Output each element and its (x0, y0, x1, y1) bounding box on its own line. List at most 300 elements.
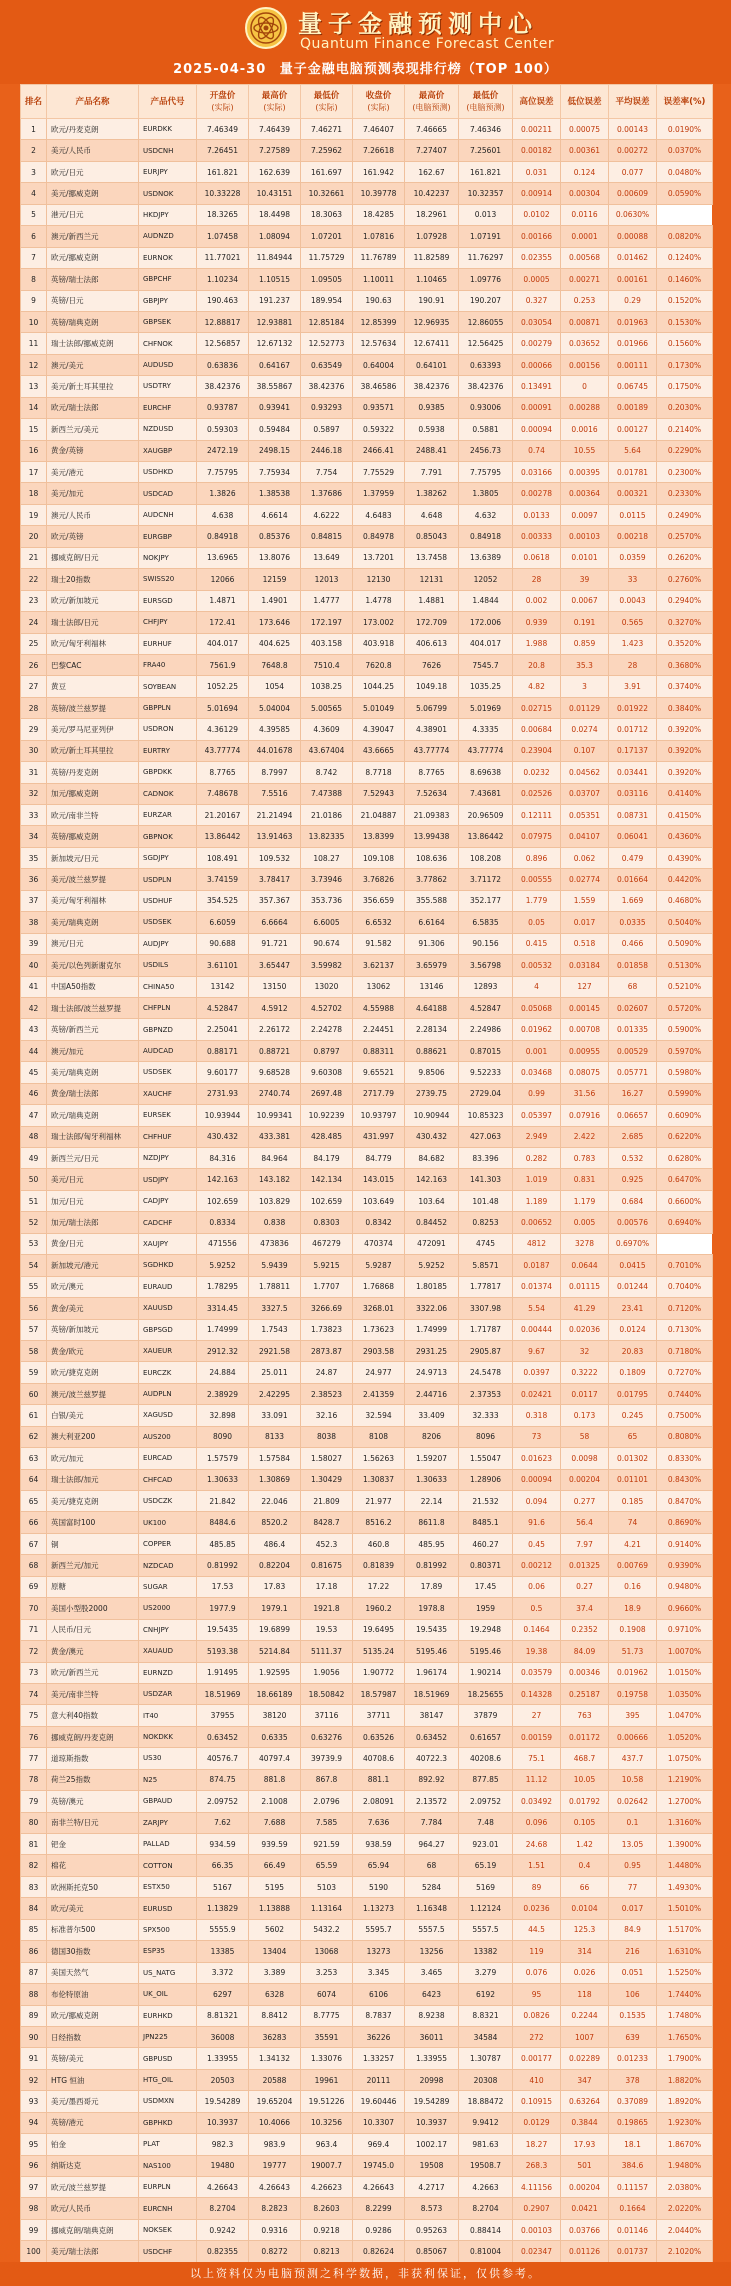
cell-high-predicted: 472091 (405, 1233, 459, 1254)
cell-close-actual: 1.30837 (353, 1469, 405, 1490)
cell-close-actual: 1.4778 (353, 590, 405, 611)
cell-low-error: 0.00204 (561, 2177, 609, 2198)
cell-open-actual: 1.74999 (197, 1319, 249, 1340)
cell-product-code: CHFNOK (139, 333, 197, 354)
cell-product-name: 美元/匈牙利福林 (47, 890, 139, 911)
cell-avg-error: 0.06745 (609, 376, 657, 397)
title-english: Quantum Finance Forecast Center (300, 36, 555, 52)
cell-high-error: 0.02347 (513, 2241, 561, 2262)
cell-open-actual: 3.74159 (197, 869, 249, 890)
cell-product-name: 美元/瑞典克朗 (47, 912, 139, 933)
cell-low-error: 0 (561, 376, 609, 397)
cell-product-code: UK_OIL (139, 1984, 197, 2005)
cell-high-predicted: 18.51969 (405, 1683, 459, 1704)
table-row (21, 976, 713, 997)
cell-low-error: 66 (561, 1876, 609, 1897)
cell-low-error: 1.559 (561, 890, 609, 911)
cell-close-actual: 881.1 (353, 1769, 405, 1790)
cell-low-error: 84.09 (561, 1641, 609, 1662)
cell-rank: 80 (21, 1812, 47, 1833)
cell-open-actual: 21.20167 (197, 805, 249, 826)
cell-close-actual: 0.88311 (353, 1040, 405, 1061)
cell-high-error: 4812 (513, 1233, 561, 1254)
cell-high-actual: 983.9 (249, 2134, 301, 2155)
cell-avg-error: 0.185 (609, 1491, 657, 1512)
column-header-sublabel: (电脑预测) (412, 102, 451, 112)
cell-product-name: 棉花 (47, 1855, 139, 1876)
table-row (21, 1126, 713, 1147)
cell-open-actual: 19480 (197, 2155, 249, 2176)
column-header-low-actual (301, 85, 353, 119)
cell-open-actual: 9.60177 (197, 1062, 249, 1083)
ranking-table (20, 84, 713, 2263)
cell-product-name: 欧元/加元 (47, 1448, 139, 1469)
cell-high-error: 2.949 (513, 1126, 561, 1147)
cell-high-predicted: 8611.8 (405, 1512, 459, 1533)
cell-low-actual: 102.659 (301, 1190, 353, 1211)
cell-product-code: EURAUD (139, 1276, 197, 1297)
cell-high-actual: 1.78811 (249, 1276, 301, 1297)
cell-avg-error: 0.925 (609, 1169, 657, 1190)
cell-open-actual: 6.6059 (197, 912, 249, 933)
cell-low-error: 0.04107 (561, 826, 609, 847)
cell-error-rate: 0.3840% (657, 697, 713, 718)
cell-error-rate: 0.5210% (657, 976, 713, 997)
cell-avg-error: 0.017 (609, 1898, 657, 1919)
cell-low-predicted: 0.013 (459, 204, 513, 225)
cell-open-actual: 13142 (197, 976, 249, 997)
cell-avg-error: 0.00529 (609, 1040, 657, 1061)
cell-rank: 16 (21, 440, 47, 461)
cell-avg-error: 1.669 (609, 890, 657, 911)
cell-high-predicted: 3322.06 (405, 1298, 459, 1319)
table-row (21, 676, 713, 697)
cell-low-error: 0.01172 (561, 1726, 609, 1747)
cell-high-actual: 7.75934 (249, 462, 301, 483)
cell-high-predicted: 10.42237 (405, 183, 459, 204)
cell-high-predicted: 22.14 (405, 1491, 459, 1512)
cell-open-actual: 485.85 (197, 1533, 249, 1554)
cell-rank: 37 (21, 890, 47, 911)
cell-high-error: 0.00212 (513, 1555, 561, 1576)
cell-rank: 51 (21, 1190, 47, 1211)
cell-avg-error: 0.00576 (609, 1212, 657, 1233)
cell-high-predicted: 12.67411 (405, 333, 459, 354)
cell-close-actual: 8.7718 (353, 762, 405, 783)
cell-error-rate: 1.0150% (657, 1662, 713, 1683)
cell-high-actual: 1.10515 (249, 269, 301, 290)
cell-error-rate: 1.3900% (657, 1834, 713, 1855)
cell-low-predicted: 8.2704 (459, 2198, 513, 2219)
cell-rank: 94 (21, 2112, 47, 2133)
cell-open-actual: 13385 (197, 1941, 249, 1962)
cell-open-actual: 874.75 (197, 1769, 249, 1790)
cell-high-predicted: 24.9713 (405, 1362, 459, 1383)
cell-product-code: CHINA50 (139, 976, 197, 997)
cell-low-actual: 37116 (301, 1705, 353, 1726)
cell-product-code: USDTRY (139, 376, 197, 397)
cell-product-code: AUS200 (139, 1426, 197, 1447)
cell-low-error: 0.017 (561, 912, 609, 933)
cell-avg-error: 0.00218 (609, 526, 657, 547)
cell-high-actual: 13404 (249, 1941, 301, 1962)
cell-product-code: AUDJPY (139, 933, 197, 954)
cell-close-actual: 5.9287 (353, 1255, 405, 1276)
cell-rank: 55 (21, 1276, 47, 1297)
cell-low-error: 0.00271 (561, 269, 609, 290)
cell-high-actual: 1.4901 (249, 590, 301, 611)
cell-close-actual: 5135.24 (353, 1641, 405, 1662)
cell-low-error: 0.03707 (561, 783, 609, 804)
cell-avg-error: 0.01922 (609, 697, 657, 718)
cell-close-actual: 3268.01 (353, 1298, 405, 1319)
cell-error-rate: 0.2570% (657, 526, 713, 547)
table-row (21, 719, 713, 740)
cell-product-name: 英国富时100 (47, 1512, 139, 1533)
cell-error-rate: 0.6090% (657, 1105, 713, 1126)
cell-avg-error: 0.0115 (609, 504, 657, 525)
cell-low-error: 0.0104 (561, 1898, 609, 1919)
cell-product-code: EURZAR (139, 805, 197, 826)
cell-low-error: 0.0116 (561, 204, 609, 225)
cell-rank: 100 (21, 2241, 47, 2262)
cell-product-name: 美国小型股2000 (47, 1598, 139, 1619)
cell-avg-error: 0.00189 (609, 397, 657, 418)
cell-open-actual: 2.38929 (197, 1383, 249, 1404)
cell-error-rate: 0.2620% (657, 547, 713, 568)
cell-low-error: 0.00568 (561, 247, 609, 268)
cell-error-rate: 0.6280% (657, 1148, 713, 1169)
cell-high-predicted: 68 (405, 1855, 459, 1876)
cell-close-actual: 9.65521 (353, 1062, 405, 1083)
table-row (21, 504, 713, 525)
cell-high-predicted: 355.588 (405, 890, 459, 911)
cell-avg-error: 65 (609, 1426, 657, 1447)
cell-low-error: 0.0101 (561, 547, 609, 568)
cell-low-predicted: 1.71787 (459, 1319, 513, 1340)
table-row (21, 633, 713, 654)
cell-high-predicted: 1.33955 (405, 2048, 459, 2069)
cell-low-actual: 3.253 (301, 1962, 353, 1983)
column-header-label: 误差率(%) (663, 96, 706, 107)
cell-low-actual: 19.51226 (301, 2091, 353, 2112)
cell-product-code: EURHKD (139, 2005, 197, 2026)
cell-error-rate: 1.5010% (657, 1898, 713, 1919)
cell-high-actual: 22.046 (249, 1491, 301, 1512)
column-header-high-actual (249, 85, 301, 119)
cell-product-name: 美国天然气 (47, 1962, 139, 1983)
cell-error-rate: 0.5900% (657, 1019, 713, 1040)
cell-close-actual: 173.002 (353, 612, 405, 633)
cell-high-error: 27 (513, 1705, 561, 1726)
table-row (21, 847, 713, 868)
cell-open-actual: 1.10234 (197, 269, 249, 290)
cell-low-predicted: 1.07191 (459, 226, 513, 247)
table-row (21, 1898, 713, 1919)
table-row (21, 1962, 713, 1983)
cell-high-actual: 5.9439 (249, 1255, 301, 1276)
cell-high-error: 0.01623 (513, 1448, 561, 1469)
cell-product-name: 加元/瑞士法郎 (47, 1212, 139, 1233)
cell-high-actual: 1054 (249, 676, 301, 697)
cell-high-predicted: 1.30633 (405, 1469, 459, 1490)
cell-close-actual: 4.26643 (353, 2177, 405, 2198)
cell-rank: 14 (21, 397, 47, 418)
cell-open-actual: 161.821 (197, 161, 249, 182)
cell-close-actual: 0.9286 (353, 2219, 405, 2240)
table-row (21, 547, 713, 568)
cell-rank: 18 (21, 483, 47, 504)
cell-avg-error: 0.19758 (609, 1683, 657, 1704)
cell-error-rate: 0.0370% (657, 140, 713, 161)
cell-product-code: EURPLN (139, 2177, 197, 2198)
cell-low-error: 0.63264 (561, 2091, 609, 2112)
cell-high-predicted: 5.06799 (405, 697, 459, 718)
cell-open-actual: 172.41 (197, 612, 249, 633)
cell-product-name: 英镑/新西兰元 (47, 1019, 139, 1040)
cell-high-error: 0.0826 (513, 2005, 561, 2026)
cell-open-actual: 1.3826 (197, 483, 249, 504)
cell-low-actual: 8.7775 (301, 2005, 353, 2026)
cell-open-actual: 7561.9 (197, 654, 249, 675)
column-header-label: 排名 (24, 96, 42, 107)
cell-avg-error: 0.1 (609, 1812, 657, 1833)
cell-open-actual: 0.82355 (197, 2241, 249, 2262)
cell-open-actual: 0.9242 (197, 2219, 249, 2240)
cell-close-actual: 17.22 (353, 1576, 405, 1597)
cell-high-actual: 13.8076 (249, 547, 301, 568)
cell-low-predicted: 0.87015 (459, 1040, 513, 1061)
cell-rank: 47 (21, 1105, 47, 1126)
cell-low-error: 35.3 (561, 654, 609, 675)
cell-error-rate: 0.2030% (657, 397, 713, 418)
cell-high-error: 0.00094 (513, 419, 561, 440)
table-row (21, 204, 713, 225)
cell-high-predicted: 13146 (405, 976, 459, 997)
cell-error-rate: 0.7270% (657, 1362, 713, 1383)
cell-low-error: 118 (561, 1984, 609, 2005)
cell-open-actual: 1.78295 (197, 1276, 249, 1297)
cell-low-error: 32 (561, 1340, 609, 1361)
table-row (21, 805, 713, 826)
cell-high-error: 4 (513, 976, 561, 997)
cell-product-code: US2000 (139, 1598, 197, 1619)
cell-avg-error: 0.00088 (609, 226, 657, 247)
cell-high-error: 0.45 (513, 1533, 561, 1554)
cell-product-code: XAUEUR (139, 1340, 197, 1361)
cell-product-name: 新加坡元/港元 (47, 1255, 139, 1276)
cell-high-predicted: 6.6164 (405, 912, 459, 933)
cell-close-actual: 18.57987 (353, 1683, 405, 1704)
cell-high-error: 11.12 (513, 1769, 561, 1790)
column-header-label: 高位误差 (519, 96, 554, 107)
cell-high-actual: 12.93881 (249, 311, 301, 332)
cell-high-actual: 5.04004 (249, 697, 301, 718)
cell-product-name: 日经指数 (47, 2026, 139, 2047)
cell-product-code: JPN225 (139, 2026, 197, 2047)
cell-high-actual: 881.8 (249, 1769, 301, 1790)
cell-product-code: GBPSEK (139, 311, 197, 332)
cell-avg-error: 0.532 (609, 1148, 657, 1169)
cell-high-predicted: 190.91 (405, 290, 459, 311)
cell-low-predicted: 34584 (459, 2026, 513, 2047)
cell-avg-error: 4.21 (609, 1533, 657, 1554)
cell-high-predicted: 892.92 (405, 1769, 459, 1790)
cell-close-actual: 0.8342 (353, 1212, 405, 1233)
cell-avg-error: 0.6970% (609, 1233, 657, 1254)
cell-rank: 23 (21, 590, 47, 611)
cell-close-actual: 4.55988 (353, 997, 405, 1018)
cell-low-error: 0.02774 (561, 869, 609, 890)
cell-open-actual: 430.432 (197, 1126, 249, 1147)
cell-product-code: EURUSD (139, 1898, 197, 1919)
cell-high-predicted: 10.90944 (405, 1105, 459, 1126)
cell-avg-error: 0.1809 (609, 1362, 657, 1383)
cell-avg-error: 378 (609, 2069, 657, 2090)
cell-high-predicted: 21.09383 (405, 805, 459, 826)
cell-error-rate: 1.2190% (657, 1769, 713, 1790)
cell-low-actual: 4.26623 (301, 2177, 353, 2198)
cell-low-actual: 32.16 (301, 1405, 353, 1426)
cell-error-rate: 1.8670% (657, 2134, 713, 2155)
cell-rank: 36 (21, 869, 47, 890)
cell-low-error: 10.55 (561, 440, 609, 461)
cell-rank: 57 (21, 1319, 47, 1340)
cell-open-actual: 8.2704 (197, 2198, 249, 2219)
cell-avg-error: 28 (609, 654, 657, 675)
cell-low-error: 0.01129 (561, 697, 609, 718)
cell-high-error: 0.00684 (513, 719, 561, 740)
cell-error-rate: 0.4390% (657, 847, 713, 868)
cell-low-error: 0.05351 (561, 805, 609, 826)
cell-high-actual: 1979.1 (249, 1598, 301, 1619)
cell-low-predicted: 0.80371 (459, 1555, 513, 1576)
cell-high-actual: 0.9316 (249, 2219, 301, 2240)
cell-avg-error: 2.685 (609, 1126, 657, 1147)
cell-error-rate: 0.4150% (657, 805, 713, 826)
cell-low-error: 0.00288 (561, 397, 609, 418)
cell-low-actual: 1.09505 (301, 269, 353, 290)
cell-close-actual: 0.63526 (353, 1726, 405, 1747)
cell-error-rate: 1.7900% (657, 2048, 713, 2069)
cell-product-code: SWISS20 (139, 569, 197, 590)
cell-high-error: 0.282 (513, 1148, 561, 1169)
table-row (21, 1619, 713, 1640)
cell-rank: 83 (21, 1876, 47, 1897)
table-row (21, 440, 713, 461)
cell-error-rate: 0.2300% (657, 462, 713, 483)
cell-high-error: 0.05068 (513, 997, 561, 1018)
cell-low-error: 125.3 (561, 1919, 609, 1940)
cell-high-predicted: 0.81992 (405, 1555, 459, 1576)
cell-high-error: 73 (513, 1426, 561, 1447)
cell-high-error: 0.06 (513, 1576, 561, 1597)
cell-close-actual: 431.997 (353, 1126, 405, 1147)
cell-low-predicted: 2729.04 (459, 1083, 513, 1104)
cell-error-rate: 0.5040% (657, 912, 713, 933)
cell-high-actual: 191.237 (249, 290, 301, 311)
cell-low-predicted: 2.24986 (459, 1019, 513, 1040)
cell-low-error: 0.105 (561, 1812, 609, 1833)
cell-close-actual: 1.33257 (353, 2048, 405, 2069)
cell-low-error: 0.0067 (561, 590, 609, 611)
cell-close-actual: 460.8 (353, 1533, 405, 1554)
cell-high-error: 0.001 (513, 1040, 561, 1061)
cell-close-actual: 3.62137 (353, 955, 405, 976)
cell-high-error: 0.03579 (513, 1662, 561, 1683)
cell-low-error: 0.03652 (561, 333, 609, 354)
cell-avg-error: 0.00161 (609, 269, 657, 290)
cell-high-actual: 66.49 (249, 1855, 301, 1876)
cell-avg-error: 0.00272 (609, 140, 657, 161)
cell-close-actual: 1960.2 (353, 1598, 405, 1619)
cell-close-actual: 19745.0 (353, 2155, 405, 2176)
cell-high-error: 0.0005 (513, 269, 561, 290)
cell-high-actual: 8.2823 (249, 2198, 301, 2219)
cell-low-error: 0.01126 (561, 2241, 609, 2262)
cell-rank: 21 (21, 547, 47, 568)
cell-error-rate: 0.1750% (657, 376, 713, 397)
cell-low-actual: 2.38523 (301, 1383, 353, 1404)
cell-avg-error: 13.05 (609, 1834, 657, 1855)
cell-product-code: EURDKK (139, 119, 197, 140)
cell-low-error: 0.00075 (561, 119, 609, 140)
cell-product-name: 英镑/澳元 (47, 1791, 139, 1812)
cell-product-code: EURJPY (139, 161, 197, 182)
cell-product-code: GBPNZD (139, 1019, 197, 1040)
cell-high-predicted: 43.77774 (405, 740, 459, 761)
cell-rank: 61 (21, 1405, 47, 1426)
cell-product-code: USDMXN (139, 2091, 197, 2112)
cell-product-name: 瑞士法郎/波兰兹罗提 (47, 997, 139, 1018)
cell-product-code: SGDJPY (139, 847, 197, 868)
cell-open-actual: 66.35 (197, 1855, 249, 1876)
table-row (21, 119, 713, 140)
cell-low-actual: 172.197 (301, 612, 353, 633)
cell-error-rate: 0.7180% (657, 1340, 713, 1361)
cell-error-rate: 0.0190% (657, 119, 713, 140)
cell-high-actual: 9.68528 (249, 1062, 301, 1083)
cell-error-rate: 0.8430% (657, 1469, 713, 1490)
cell-avg-error: 0.0124 (609, 1319, 657, 1340)
cell-product-code: GBPAUD (139, 1791, 197, 1812)
cell-low-error: 1007 (561, 2026, 609, 2047)
cell-product-name: 美元/瑞士法郎 (47, 2241, 139, 2262)
cell-close-actual: 19.6495 (353, 1619, 405, 1640)
cell-avg-error: 0.00143 (609, 119, 657, 140)
cell-avg-error: 0.00609 (609, 183, 657, 204)
cell-rank: 97 (21, 2177, 47, 2198)
table-row (21, 1190, 713, 1211)
cell-avg-error: 0.00127 (609, 419, 657, 440)
cell-open-actual: 4.52847 (197, 997, 249, 1018)
cell-product-code: ZARJPY (139, 1812, 197, 1833)
table-row (21, 1683, 713, 1704)
cell-error-rate: 0.1520% (657, 290, 713, 311)
column-header-product-name (47, 85, 139, 119)
cell-avg-error: 5.64 (609, 440, 657, 461)
cell-open-actual: 2731.93 (197, 1083, 249, 1104)
cell-low-error: 17.93 (561, 2134, 609, 2155)
cell-low-predicted: 1959 (459, 1598, 513, 1619)
column-header-sublabel: (实际) (367, 102, 390, 112)
cell-avg-error: 0.01335 (609, 1019, 657, 1040)
cell-error-rate: 0.2290% (657, 440, 713, 461)
cell-high-error: 410 (513, 2069, 561, 2090)
cell-high-actual: 7.27589 (249, 140, 301, 161)
cell-low-actual: 452.3 (301, 1533, 353, 1554)
cell-product-name: 新西兰元/日元 (47, 1148, 139, 1169)
